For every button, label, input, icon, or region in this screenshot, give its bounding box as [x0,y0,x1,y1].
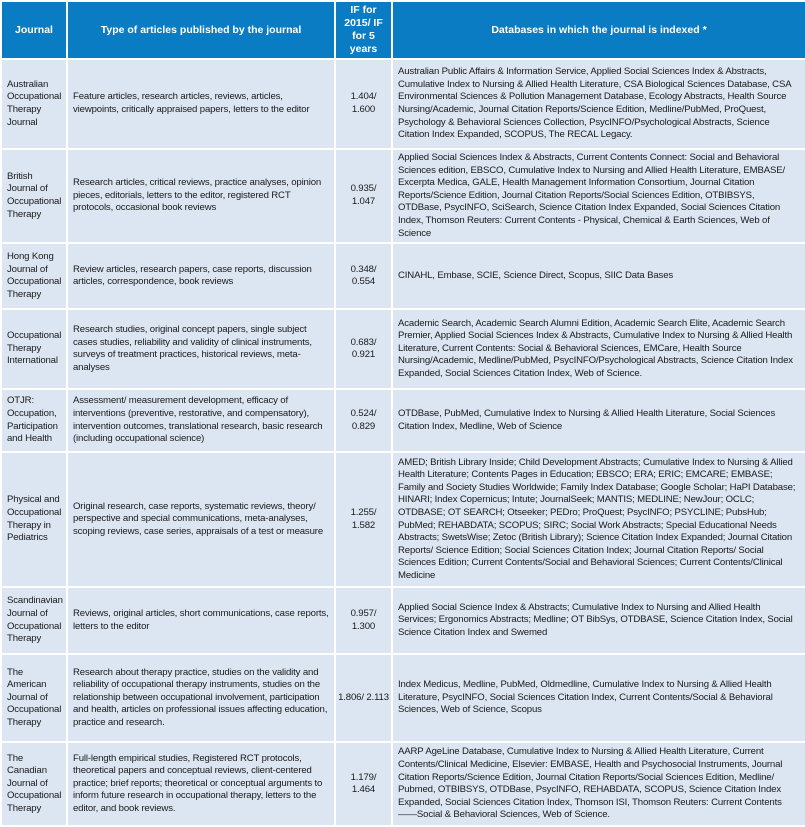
impact-factor-cell: 1.255/ 1.582 [335,452,392,587]
journal-name-cell: OTJR: Occupation, Participation and Health [1,389,67,452]
header-impact-factor: IF for 2015/ IF for 5 years [335,1,392,59]
table-row [1,654,805,742]
impact-factor-cell: 1.179/ 1.464 [335,742,392,826]
article-types-cell: Full-length empirical studies, Registered RCT protocols, theoretical papers and conceptual reviews, client-centered practice; brief reports; theoretical or conceptual arguments to inform future research in occupational therapy, letters to the editor, and book reviews. [67,742,335,826]
article-types-cell: Review articles, research papers, case reports, discussion articles, correspondence, book reviews [67,243,335,309]
article-types-cell: Original research, case reports, systematic reviews, theory/ perspective and special communications, meta-analyses, scoping reviews, case series, appraisals of a test or measure [67,452,335,587]
impact-factor-cell: 1.404/ 1.600 [335,59,392,149]
journal-name-cell: The Canadian Journal of Occupational Therapy [1,742,67,826]
table-row [1,389,805,452]
article-types-cell: Research articles, critical reviews, practice analyses, opinion pieces, editorials, letters to the editor, registered RCT protocols, occasional book reviews [67,149,335,243]
databases-cell: Index Medicus, Medline, PubMed, Oldmedline, Cumulative Index to Nursing & Allied Health Literature, PsycINFO, Social Sciences Citation Index, Current Contents/Social & Behavioral Sciences, Web of Science, Scopus [392,654,805,742]
journal-name-cell: Australian Occupational Therapy Journal [1,59,67,149]
databases-cell: AMED; British Library Inside; Child Development Abstracts; Cumulative Index to Nursing & Allied Health Literature; Contents Pages in Education; EBSCO; ERA; ERIC; EMCARE; EMBASE; Family and Society Studies Worldwide; Family Index Database; Google Scholar; HaPI Database; HINARI; Index Copernicus; Intute; JournalSeek; MANTIS; MEDLINE; NewJour; OCLC; OTDBASE; OT SEARCH; Otseeker; PEDro; ProQuest; PsycINFO; PSYCLINE; PubsHub; PubMed; REHABDATA; SCOPUS; SIRC; Social Work Abstracts; Special Educational Needs Abstracts; SwetsWise; Zetoc (British Library); Science Citation Index Expanded; Journal Citation Reports/ Science Edition; Social Sciences Citation Index; Journal Citation Reports/ Social Sciences Edition; Current Contents/Social and Behavioral Sciences; Current Contents/Clinical Medicine [392,452,805,587]
table-row [1,149,805,243]
table-row [1,452,805,587]
table-row [1,587,805,654]
impact-factor-cell: 0.683/ 0.921 [335,309,392,389]
databases-cell: CINAHL, Embase, SCIE, Science Direct, Scopus, SIIC Data Bases [392,243,805,309]
article-types-cell: Feature articles, research articles, reviews, articles, viewpoints, critically appraised papers, letters to the editor [67,59,335,149]
journal-name-cell: Physical and Occupational Therapy in Pediatrics [1,452,67,587]
databases-cell: AARP AgeLine Database, Cumulative Index to Nursing & Allied Health Literature, Current Contents/Clinical Medicine, Elsevier: EMBASE, Health and Psychosocial Instruments, Journal Citation Reports/Science Edition, Journal Citation Reports/Social Sciences Edition, Medline/ Pubmed, OTBIBSYS, OTDBase, PsycINFO, REHABDATA, SCOPUS, Science Citation Index Expanded, Social Sciences Citation Index, Thomson ISI, Thomson Reuters: Current Contents——Social & Behavioral Sciences, Web of Science. [392,742,805,826]
databases-cell: Australian Public Affairs & Information Service, Applied Social Sciences Index & Abstracts, Cumulative Index to Nursing & Allied Health Literature, CSA Biological Sciences Database, CSA Environmental Sciences & Pollution Management Database, Ecology Abstracts, Health Source Nursing/Academic, Journal Citation Reports/Science Edition, Medline/PubMed, ProQuest, Psychology & Behavioral Sciences Collection, PsycINFO/Psychological Abstracts, Science Citation Index Expanded, SCOPUS, The RECAL Legacy. [392,59,805,149]
table-body [1,59,805,826]
journal-name-cell: The American Journal of Occupational Therapy [1,654,67,742]
table-row [1,59,805,149]
article-types-cell: Reviews, original articles, short communications, case reports, letters to the editor [67,587,335,654]
table-row [1,309,805,389]
header-databases: Databases in which the journal is indexed * [392,1,805,59]
article-types-cell: Research studies, original concept papers, single subject cases studies, reliability and validity of clinical instruments, surveys of treatment practices, historical reviews, meta-analyses [67,309,335,389]
article-types-cell: Assessment/ measurement development, efficacy of interventions (preventive, restorative, and compensatory), intervention outcomes, translational research, basic research (including occupational science) [67,389,335,452]
impact-factor-cell: 0.957/ 1.300 [335,587,392,654]
databases-cell: OTDBase, PubMed, Cumulative Index to Nursing & Allied Health Literature, Social Sciences Citation Index, Medline, Web of Science [392,389,805,452]
databases-cell: Applied Social Sciences Index & Abstracts, Current Contents Connect: Social and Behavioral Sciences edition, EBSCO, Cumulative Index to Nursing and Allied Health Literature, EMBASE/ Excerpta Medica, GALE, Health Management Information Consortium, Journal Citation Reports/Science Edition, Journal Citation Reports/Social Sciences Edition, OTBIBSYS, OTDBase, PsycINFO, SciSearch, Science Citation Index Expanded, Social Sciences Citation Index, Thomson Reuters: Current Contents - Physical, Chemical & Earth Sciences, Web of Science [392,149,805,243]
journal-name-cell: Scandinavian Journal of Occupational Therapy [1,587,67,654]
article-types-cell: Research about therapy practice, studies on the validity and reliability of occupational therapy instruments, studies on the relationship between occupational involvement, participation and health, articles on professional issues affecting education, practice and research. [67,654,335,742]
databases-cell: Academic Search, Academic Search Alumni Edition, Academic Search Elite, Academic Search Premier, Applied Social Sciences Index & Abstracts, Cumulative Index to Nursing & Allied Health Literature, Current Contents: Social & Behavioral Sciences, EMCare, Health Source Nursing/Academic, Medline/PubMed, PsycINFO/Psychological Abstracts, Science Citation Index Expanded, Social Sciences Citation Index, Web of Science. [392,309,805,389]
table-header [1,1,805,59]
journal-name-cell: Occupational Therapy International [1,309,67,389]
header-journal: Journal [1,1,67,59]
journal-name-cell: British Journal of Occupational Therapy [1,149,67,243]
impact-factor-cell: 1.806/ 2.113 [335,654,392,742]
header-row [1,1,805,59]
header-article-types: Type of articles published by the journal [67,1,335,59]
table-row [1,742,805,826]
journal-name-cell: Hong Kong Journal of Occupational Therapy [1,243,67,309]
impact-factor-cell: 0.348/ 0.554 [335,243,392,309]
impact-factor-cell: 0.524/ 0.829 [335,389,392,452]
impact-factor-cell: 0.935/ 1.047 [335,149,392,243]
databases-cell: Applied Social Science Index & Abstracts; Cumulative Index to Nursing and Allied Health Services; Ergonomics Abstracts; Medline; OT BibSys, OTDBASE, Science Citation Index, Social Science Citation Index and Swemed [392,587,805,654]
table-row [1,243,805,309]
